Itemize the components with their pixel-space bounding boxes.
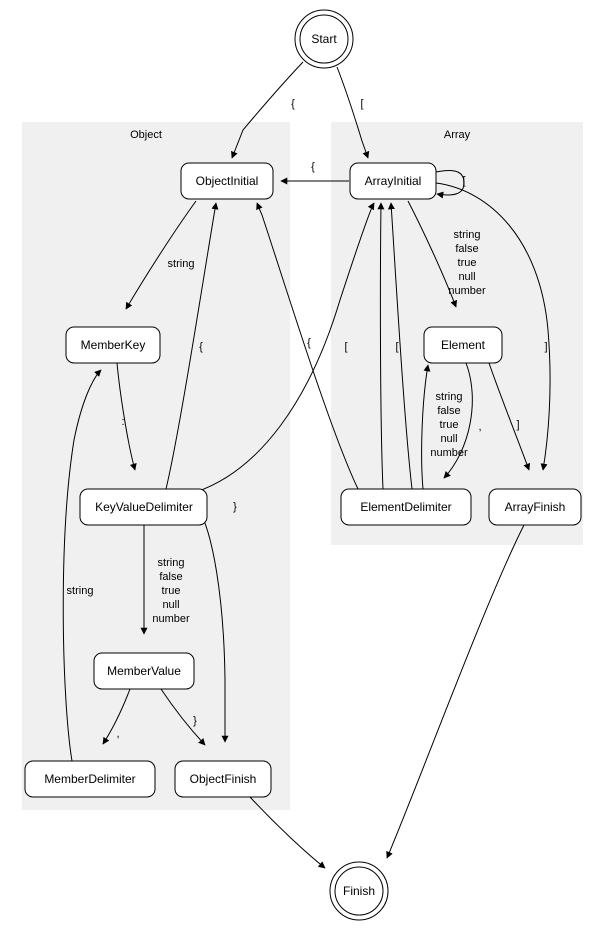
edge-label-arrayinit-element-2: false (455, 243, 479, 255)
node-finish-label: Finish (342, 884, 376, 899)
node-start-label: Start (311, 32, 337, 47)
node-memberdelimiter-label: MemberDelimiter (44, 772, 136, 787)
edge-label-memberdelimiter-memberkey: string (66, 585, 94, 597)
edge-label-objinit-memberkey: string (167, 258, 195, 270)
edge-label-arrayinit-element-1: string (453, 229, 481, 241)
edge-label-eld-element-3: true (439, 419, 459, 431)
node-arrayfinish-label: ArrayFinish (504, 500, 566, 515)
node-element-label: Element (440, 338, 486, 353)
node-memberdelimiter[interactable] (25, 761, 155, 797)
edge-label-membervalue-objectfinish: } (193, 715, 197, 727)
node-objectfinish[interactable] (175, 761, 271, 797)
node-elementdelimiter[interactable] (341, 489, 471, 525)
edge-label-membervalue-memberdelimiter: , (116, 728, 120, 740)
edge-label-eld-element-5: number (430, 447, 468, 459)
edge-arrayfinish-finish (387, 525, 524, 858)
node-memberkey-label: MemberKey (80, 338, 146, 353)
node-arrayinitial-label: ArrayInitial (364, 174, 422, 189)
edge-label-start-object: { (291, 98, 295, 110)
edge-label-memberkey-kvd: : (121, 416, 125, 428)
cluster-array-label: Array (443, 129, 471, 141)
node-membervalue-label: MemberValue (107, 664, 181, 679)
node-start[interactable] (295, 10, 353, 68)
edge-label-kvd-membervalue-3: true (161, 585, 181, 597)
edge-label-kvd-objfinish: } (233, 501, 237, 513)
edge-label-arrayinit-element-3: true (457, 257, 477, 269)
node-keyvaluedelimiter-label: KeyValueDelimiter (95, 500, 193, 515)
edge-label-kvd-membervalue-2: false (159, 571, 183, 583)
edge-label-array-object: { (311, 161, 315, 173)
cluster-object (22, 122, 290, 810)
node-memberkey[interactable] (66, 327, 160, 363)
edge-label-arrayinit-element-5: number (448, 285, 486, 297)
edge-label-kvd-objinit: { (199, 341, 203, 353)
edge-label-eld-element-4: null (440, 433, 458, 445)
node-objectfinish-label: ObjectFinish (189, 772, 257, 787)
node-keyvaluedelimiter[interactable] (80, 489, 207, 525)
edge-label-array-array: [ (462, 175, 466, 187)
edge-label-eld-arrayinit-1: [ (344, 341, 348, 353)
node-membervalue[interactable] (94, 653, 194, 689)
edge-label-arrayinit-arrayfinish: ] (544, 341, 548, 353)
node-objectinitial-label: ObjectInitial (195, 174, 259, 189)
node-arrayinitial[interactable] (350, 163, 436, 199)
node-elementdelimiter-label: ElementDelimiter (360, 500, 452, 515)
edge-label-kvd-membervalue-4: null (162, 599, 180, 611)
node-arrayfinish[interactable] (489, 489, 581, 525)
node-objectinitial[interactable] (181, 163, 273, 199)
node-finish[interactable] (330, 862, 388, 920)
edge-label-eld-objinit: { (307, 337, 311, 349)
edge-label-kvd-membervalue-5: number (152, 613, 190, 625)
edge-label-kvd-membervalue-1: string (157, 557, 185, 569)
edge-label-arrayinit-element-4: null (458, 271, 476, 283)
edge-label-element-arrayfinish: ] (516, 419, 520, 431)
node-element[interactable] (424, 327, 502, 363)
edge-label-start-array: [ (360, 98, 364, 110)
edge-label-element-eld: , (478, 421, 482, 433)
edge-label-eld-arrayinit-2: [ (395, 341, 399, 353)
edge-label-eld-element-1: string (435, 391, 463, 403)
cluster-object-label: Object (130, 129, 162, 141)
edge-label-eld-element-2: false (437, 405, 461, 417)
